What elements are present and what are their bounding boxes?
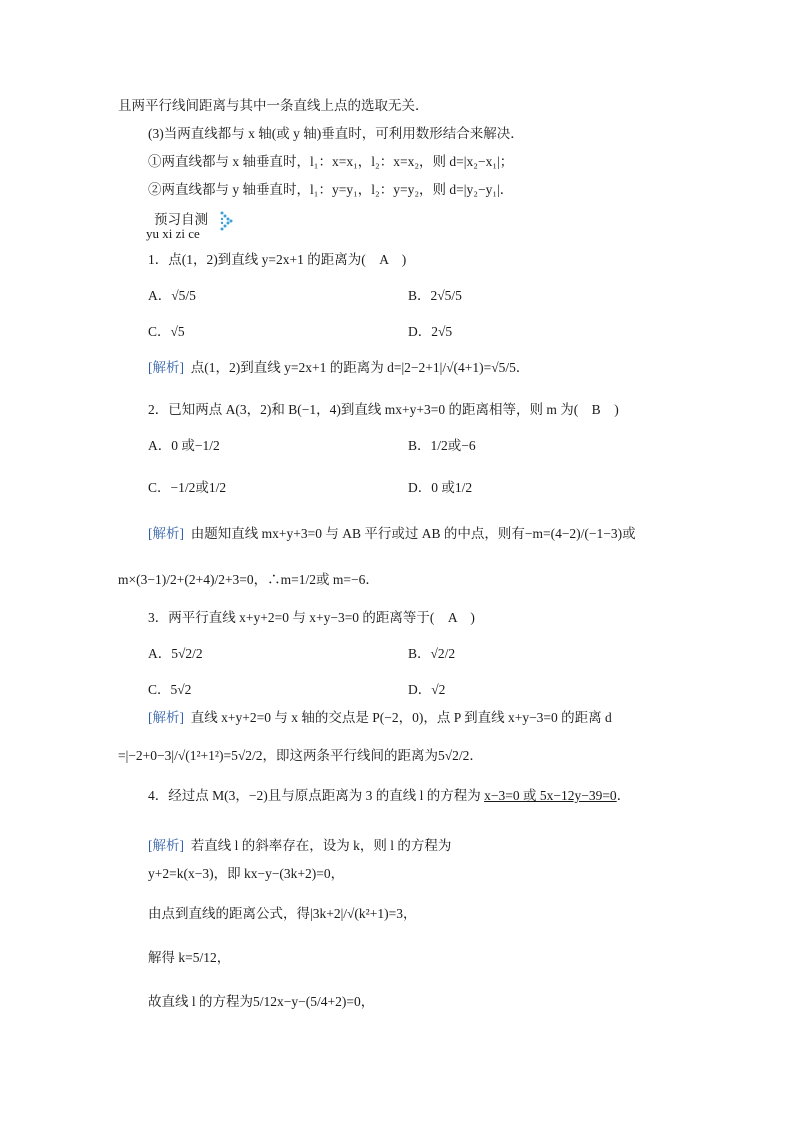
q2-solution-line-2: m×(3−1)/2+(2+4)/2+3=0，∴m=1/2或 m=−6． [118,572,379,587]
q4-solution-line-1 [148,836,451,856]
q2-option-a: A．0 或−1/2 [148,438,220,453]
q3-solution-line-1 [148,708,612,728]
q2-option-d: D．0 或1/2 [408,480,473,495]
q3-option-d: D．√2 [408,682,446,697]
q1-option-b: B．2√5/5 [408,288,462,303]
q4-solution-line-2: y+2=k(x−3)，即 kx−y−(3k+2)=0， [148,866,345,881]
q2-stem: 2．已知两点 A(3，2)和 B(−1，4)到直线 mx+y+3=0 的距离相等，则 m 为( B ) [148,402,619,417]
q1-solution [148,358,529,378]
q1-option-d: D．2√5 [408,324,453,339]
q3-solution-line-2: =|−2+0−3|/√(1²+1²)=5√2/2，即这两条平行线间的距离为5√2/2． [118,748,483,763]
q4-stem-text: 4．经过点 M(3，−2)且与原点距离为 3 的直线 l 的方程为 [148,788,481,803]
intro-line-3: ①两直线都与 x 轴垂直时，l₁：x=x₁，l₂：x=x₂，则 d=|x₂−x₁|； [148,154,514,169]
jiexi-label: [解析] [148,838,184,853]
q1-option-c: C．√5 [148,324,185,339]
q4-solution-line-3: 由点到直线的距离公式，得|3k+2|/√(k²+1)=3， [148,906,417,921]
q3-stem: 3．两平行直线 x+y+2=0 与 x+y−3=0 的距离等于( A ) [148,610,475,625]
q2-option-b: B．1/2或−6 [408,438,476,453]
intro-line-1: 且两平行线间距离与其中一条直线上点的选取无关． [118,98,429,113]
jiexi-label: [解析] [148,526,184,541]
q2-solution-line-1 [148,524,636,544]
chevron-arrows-icon [219,210,235,232]
q4-solution-line-4: 解得 k=5/12， [148,950,231,965]
q4-solution-text-1: 若直线 l 的斜率存在，设为 k，则 l 的方程为 [190,838,452,853]
section-title: 预习自测 [154,212,208,227]
q3-option-b: B．√2/2 [408,646,456,661]
q4-stem: 4．经过点 M(3，−2)且与原点距离为 3 的直线 l 的方程为 x−3=0 或 5x−12y−39=0． [148,788,631,803]
q4-answer: x−3=0 或 5x−12y−39=0 [484,788,617,803]
q1-stem: 1．点(1，2)到直线 y=2x+1 的距离为( A ) [148,252,407,267]
q2-solution-text-1: 由题知直线 mx+y+3=0 与 AB 平行或过 AB 的中点，则有−m=(4−2)/(−1−3)或 [190,526,636,541]
q4-solution-line-5: 故直线 l 的方程为5/12x−y−(5/4+2)=0， [148,994,375,1009]
section-pinyin: yu xi zi ce [146,226,200,241]
jiexi-label: [解析] [148,710,184,725]
q1-solution-text: 点(1，2)到直线 y=2x+1 的距离为 d=|2−2+1|/√(4+1)=√5/5． [190,360,530,375]
q3-option-c: C．5√2 [148,682,192,697]
q2-option-c: C．−1/2或1/2 [148,480,227,495]
intro-line-4: ②两直线都与 y 轴垂直时，l₁：y=y₁，l₂：y=y₂，则 d=|y₂−y₁|． [148,182,514,197]
jiexi-label: [解析] [148,360,184,375]
q3-option-a: A．5√2/2 [148,646,203,661]
intro-line-2: (3)当两直线都与 x 轴(或 y 轴)垂直时，可利用数形结合来解决． [148,126,524,141]
q1-option-a: A．√5/5 [148,288,196,303]
q3-solution-text-1: 直线 x+y+2=0 与 x 轴的交点是 P(−2，0)，点 P 到直线 x+y−3=0 的距离 d [190,710,612,725]
